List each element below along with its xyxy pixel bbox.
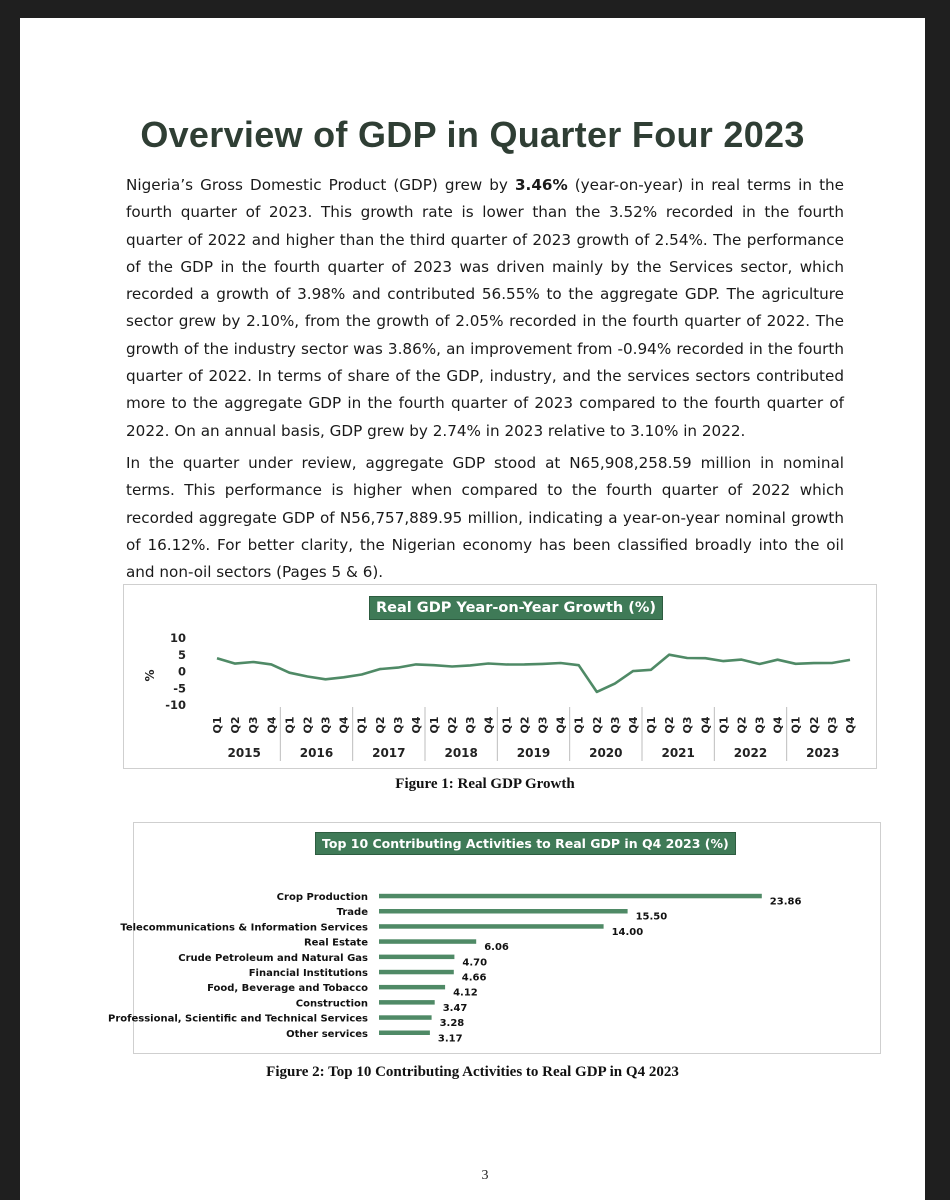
y-axis-label: % bbox=[143, 669, 157, 682]
quarter-tick-label: Q3 bbox=[536, 716, 550, 734]
quarter-tick-label: Q2 bbox=[373, 716, 387, 734]
quarter-tick-label: Q2 bbox=[807, 716, 821, 734]
quarter-tick-label: Q3 bbox=[391, 716, 405, 734]
page-title: Overview of GDP in Quarter Four 2023 bbox=[140, 114, 805, 155]
quarter-tick-label: Q3 bbox=[681, 716, 695, 734]
figure-2-caption: Figure 2: Top 10 Contributing Activities to Real GDP in Q4 2023 bbox=[266, 1064, 679, 1080]
category-label: Trade bbox=[336, 907, 368, 919]
paragraph-1-highlight: 3.46% bbox=[514, 176, 568, 194]
bar bbox=[379, 1015, 432, 1020]
paragraph-gdp-overview bbox=[126, 172, 844, 445]
quarter-tick-label: Q4 bbox=[844, 716, 857, 734]
bar-value-label: 4.70 bbox=[462, 957, 488, 969]
quarter-tick-label: Q2 bbox=[518, 716, 532, 734]
bar-value-label: 4.12 bbox=[453, 987, 478, 999]
top-contributors-svg bbox=[107, 823, 880, 1053]
quarter-tick-label: Q2 bbox=[446, 716, 460, 734]
real-gdp-growth-svg bbox=[124, 585, 876, 768]
y-tick-label: 0 bbox=[177, 664, 186, 679]
paragraph-nominal-gdp: In the quarter under review, aggregate GDP stood at N65,908,258.59 million in nominal terms. This performance is higher when compared to the fourth quarter of 2022 which recorded aggregate GDP of N56,757,889.95 million, indicating a year-on-year nominal growth of 16.12%. For better clarity, the Nigerian economy has been classified broadly into the oil and non-oil sectors (Pages 5 & 6). bbox=[126, 454, 844, 582]
quarter-tick-label: Q1 bbox=[500, 716, 514, 734]
bar-value-label: 6.06 bbox=[484, 942, 509, 954]
quarter-tick-label: Q1 bbox=[211, 716, 224, 734]
category-label: Professional, Scientific and Technical Services bbox=[107, 1013, 368, 1025]
category-label: Construction bbox=[295, 998, 368, 1010]
bar-value-label: 14.00 bbox=[611, 926, 644, 938]
quarter-tick-label: Q1 bbox=[645, 716, 658, 734]
bar bbox=[379, 939, 476, 944]
bar bbox=[379, 1031, 430, 1036]
real-gdp-growth-chart bbox=[123, 584, 877, 769]
y-tick-label: -10 bbox=[165, 698, 186, 712]
quarter-tick-label: Q4 bbox=[337, 716, 351, 734]
y-tick-label: -5 bbox=[173, 681, 186, 696]
document-page bbox=[20, 18, 925, 1200]
quarter-tick-label: Q2 bbox=[590, 716, 604, 734]
year-tick-label: 2018 bbox=[444, 746, 478, 760]
bar-value-label: 3.47 bbox=[442, 1002, 468, 1014]
year-tick-label: 2017 bbox=[372, 746, 406, 760]
bar bbox=[379, 1000, 435, 1005]
quarter-tick-label: Q4 bbox=[265, 716, 279, 734]
year-tick-label: 2021 bbox=[661, 746, 695, 760]
year-tick-label: 2016 bbox=[299, 746, 334, 760]
quarter-tick-label: Q1 bbox=[355, 716, 369, 734]
category-label: Telecommunications & Information Services bbox=[120, 922, 368, 934]
y-tick-label: 10 bbox=[169, 631, 186, 645]
year-tick-label: 2022 bbox=[733, 746, 768, 760]
quarter-tick-label: Q4 bbox=[410, 716, 423, 734]
chart-2-title: Top 10 Contributing Activities to Real GDP in Q4 2023 (%) bbox=[315, 832, 736, 855]
bar-value-label: 4.66 bbox=[461, 972, 487, 984]
quarter-tick-label: Q1 bbox=[789, 716, 803, 734]
quarter-tick-label: Q3 bbox=[825, 716, 839, 734]
quarter-tick-label: Q2 bbox=[663, 716, 677, 734]
quarter-tick-label: Q1 bbox=[283, 716, 297, 734]
bar-value-label: 3.28 bbox=[439, 1018, 465, 1030]
category-label: Crop Production bbox=[276, 892, 368, 903]
category-label: Real Estate bbox=[303, 937, 368, 949]
quarter-tick-label: Q3 bbox=[319, 716, 333, 734]
year-tick-label: 2020 bbox=[589, 746, 623, 760]
category-label: Other services bbox=[286, 1028, 368, 1040]
bar bbox=[379, 909, 628, 914]
category-label: Crude Petroleum and Natural Gas bbox=[178, 952, 368, 964]
y-tick-label: 5 bbox=[177, 647, 186, 662]
bar-value-label: 15.50 bbox=[635, 911, 668, 923]
category-label: Food, Beverage and Tobacco bbox=[207, 983, 368, 995]
quarter-tick-label: Q1 bbox=[428, 716, 441, 734]
quarter-tick-label: Q2 bbox=[301, 716, 315, 734]
gdp-growth-series-line bbox=[217, 655, 850, 692]
quarter-tick-label: Q2 bbox=[229, 716, 243, 734]
quarter-tick-label: Q4 bbox=[627, 716, 640, 734]
quarter-tick-label: Q2 bbox=[735, 716, 749, 734]
year-tick-label: 2015 bbox=[227, 746, 261, 760]
quarter-tick-label: Q3 bbox=[753, 716, 767, 734]
bar-value-label: 3.17 bbox=[437, 1033, 463, 1045]
bar bbox=[379, 985, 445, 990]
quarter-tick-label: Q3 bbox=[464, 716, 478, 734]
figure-1-caption: Figure 1: Real GDP Growth bbox=[395, 776, 575, 792]
chart-1-title: Real GDP Year-on-Year Growth (%) bbox=[369, 596, 663, 620]
quarter-tick-label: Q3 bbox=[608, 716, 622, 734]
paragraph-1-rest: (year-on-year) in real terms in the fourth quarter of 2023. This growth rate is lower than the 3.52% recorded in the fourth quarter of 2022 and higher than the third quarter of 2023 growth of 2.54%. The performance of the GDP in the fourth quarter of 2023 was driven mainly by the Services sector, which recorded a growth of 3.98% and contributed 56.55% to the aggregate GDP. The agriculture sector grew by 2.10%, from the growth of 2.05% recorded in the fourth quarter of 2022. The growth of the industry sector was 3.86%, an improvement from -0.94% recorded in the fourth quarter of 2022. In terms of share of the GDP, industry, and the services sectors contributed more to the aggregate GDP in the fourth quarter of 2023 compared to the fourth quarter of 2022. On an annual basis, GDP grew by 2.74% in 2023 relative to 3.10% in 2022. bbox=[126, 176, 844, 440]
quarter-tick-label: Q3 bbox=[247, 716, 261, 734]
quarter-tick-label: Q4 bbox=[699, 716, 713, 734]
quarter-tick-label: Q1 bbox=[717, 716, 731, 734]
quarter-tick-label: Q4 bbox=[554, 716, 568, 734]
year-tick-label: 2019 bbox=[516, 746, 551, 760]
quarter-tick-label: Q4 bbox=[771, 716, 785, 734]
category-label: Financial Institutions bbox=[248, 968, 368, 979]
bar bbox=[379, 955, 454, 960]
bar bbox=[379, 924, 604, 929]
quarter-tick-label: Q1 bbox=[572, 716, 586, 734]
page-number: 3 bbox=[481, 1168, 489, 1183]
bar bbox=[379, 894, 762, 899]
bar bbox=[379, 970, 454, 975]
quarter-tick-label: Q4 bbox=[482, 716, 496, 734]
bar-value-label: 23.86 bbox=[769, 896, 802, 908]
top-contributors-chart bbox=[107, 822, 881, 1054]
year-tick-label: 2023 bbox=[806, 746, 840, 760]
paragraph-1-intro: Nigeria’s Gross Domestic Product (GDP) grew by bbox=[126, 176, 515, 194]
